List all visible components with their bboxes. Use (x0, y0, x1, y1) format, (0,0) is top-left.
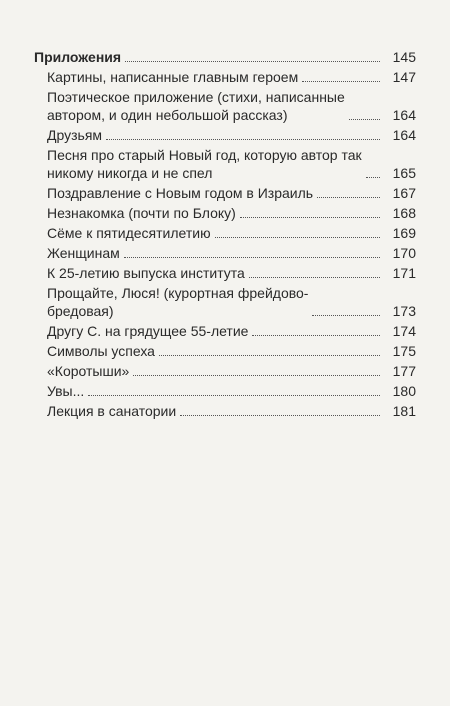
dot-leader (133, 375, 380, 376)
entry-title: Сёме к пятидесятилетию (47, 225, 211, 241)
entry-title (47, 284, 308, 320)
dot-leader (240, 217, 380, 218)
toc-entry (34, 284, 416, 320)
page-number: 180 (392, 383, 416, 399)
entry-title: «Коротыши» (47, 363, 130, 379)
page-number: 147 (392, 69, 416, 85)
toc-entry (34, 184, 416, 202)
page-number: 169 (392, 225, 416, 241)
page-number: 164 (392, 127, 416, 143)
entry-title: Увы... (47, 383, 85, 399)
entry-title: К 25-летию выпуска института (47, 265, 245, 281)
entry-title: Женщинам (47, 245, 120, 261)
dot-leader (366, 177, 380, 178)
toc-entry (34, 362, 416, 380)
table-of-contents (34, 48, 416, 422)
dot-leader (317, 197, 380, 198)
dot-leader (302, 81, 380, 82)
dot-leader (125, 61, 380, 62)
page-number: 171 (392, 265, 416, 281)
entry-title-line: Песня про старый Новый год, которую автор так (47, 147, 362, 163)
entry-title: Друзьям (47, 127, 103, 143)
entry-title-line: бредовая) (47, 303, 114, 319)
entry-title-line: Поэтическое приложение (стихи, написанные (47, 89, 345, 105)
page-number: 181 (392, 403, 416, 419)
toc-entry (34, 88, 416, 124)
dot-leader (124, 257, 380, 258)
page-number: 173 (392, 303, 416, 319)
toc-entry (34, 382, 416, 400)
page-number: 174 (392, 323, 416, 339)
dot-leader (88, 395, 380, 396)
dot-leader (312, 315, 380, 316)
dot-leader (180, 415, 380, 416)
toc-entry (34, 224, 416, 242)
toc-entry (34, 204, 416, 222)
dot-leader (349, 119, 380, 120)
entry-title: Символы успеха (47, 343, 155, 359)
toc-entry (34, 126, 416, 144)
page-number: 170 (392, 245, 416, 261)
page-number: 164 (392, 107, 416, 123)
toc-entry (34, 402, 416, 420)
dot-leader (249, 277, 380, 278)
page-number: 165 (392, 165, 416, 181)
entry-title: Лекция в санатории (47, 403, 177, 419)
entry-title (47, 146, 362, 182)
dot-leader (159, 355, 380, 356)
toc-entry (34, 264, 416, 282)
toc-entry (34, 68, 416, 86)
entry-title-line: никому никогда и не спел (47, 165, 213, 181)
toc-entry (34, 322, 416, 340)
toc-entry (34, 146, 416, 182)
dot-leader (106, 139, 380, 140)
dot-leader (215, 237, 380, 238)
dot-leader (252, 335, 380, 336)
page-number: 175 (392, 343, 416, 359)
page-number: 145 (392, 49, 416, 65)
page-number: 168 (392, 205, 416, 221)
entry-title: Поздравление с Новым годом в Израиль (47, 185, 314, 201)
entry-title-line: Прощайте, Люся! (курортная фрейдово- (47, 285, 309, 301)
entry-title-line: автором, и один небольшой рассказ) (47, 107, 288, 123)
section-title: Приложения (34, 49, 122, 65)
toc-entry (34, 342, 416, 360)
page-number: 167 (392, 185, 416, 201)
entry-title (47, 88, 345, 124)
page-number: 177 (392, 363, 416, 379)
entry-title: Незнакомка (почти по Блоку) (47, 205, 236, 221)
entry-title: Другу С. на грядущее 55-летие (47, 323, 249, 339)
entry-title: Картины, написанные главным героем (47, 69, 299, 85)
toc-entry (34, 244, 416, 262)
toc-section-heading (34, 48, 416, 66)
